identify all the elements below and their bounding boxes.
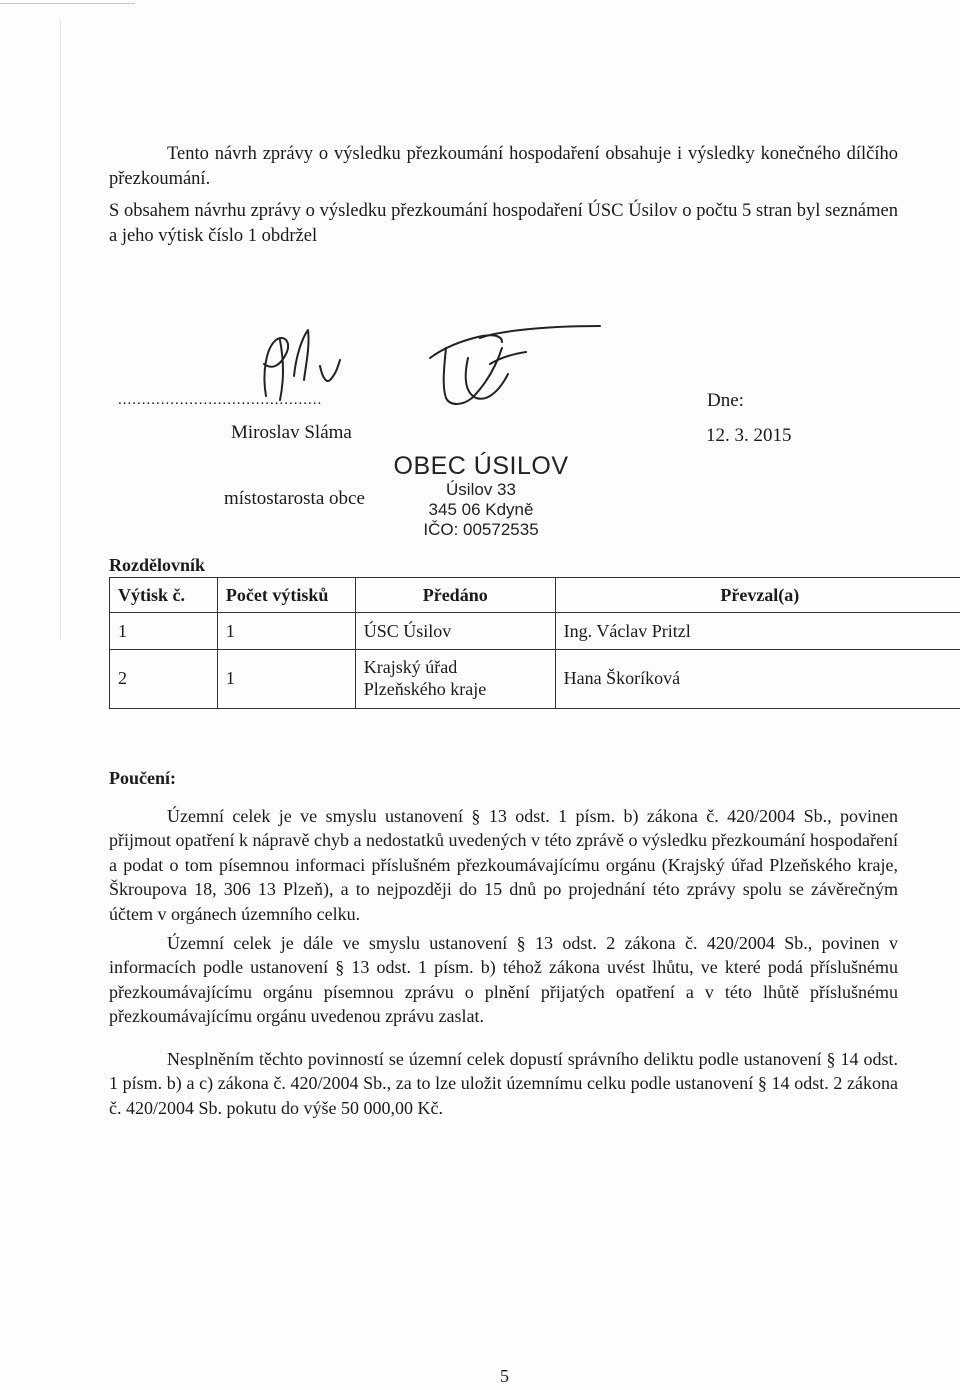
date-label: Dne: [707, 390, 744, 411]
notice-paragraph-3: Nesplněním těchto povinností se územní celek dopustí správního deliktu podle ustanovení § 14 odst. 1 písm. b) a c) zákona č. 420/2004 Sb., za to lze uložit územnímu celku podle ustanovení § 14 odst. 2 zákona č. 420/2004 Sb. pokutu do výše 50 000,00 Kč. [109, 1049, 898, 1118]
signature-dotted-line: ........................................... [118, 392, 323, 408]
municipal-stamp [392, 452, 570, 540]
notice-title: Poučení: [109, 768, 176, 788]
intro-paragraph-1: Tento návrh zprávy o výsledku přezkoumání hospodaření obsahuje i výsledky konečného dílčího přezkoumání. [109, 144, 898, 190]
cell-received-by: Hana Škoríková [555, 650, 960, 709]
intro-paragraph-2: S obsahem návrhu zprávy o výsledku přezkoumání hospodaření ÚSC Úsilov o počtu 5 stran byl seznámen a jeho výtisk číslo 1 obdržel [109, 201, 898, 247]
cell-handed-to: Krajský úřad Plzeňského kraje [355, 650, 555, 709]
notice-paragraph-1: Územní celek je ve smyslu ustanovení § 13 odst. 1 písm. b) zákona č. 420/2004 Sb., povinen přijmout opatření k nápravě chyb a nedostatků uvedených v této zprávě o výsledku přezkoumání hospodaření a podat o tom písemnou informaci příslušném přezkoumávajícímu orgánu (Krajský úřad Plzeňského kraje, Škroupova 18, 306 13 Plzeň), a to nejpozději do 15 dnů po projednání této zprávy spolu se závěrečným účtem v orgánech územního celku. [109, 806, 898, 924]
cell-copy-number: 1 [110, 613, 218, 650]
stamp-address: Úsilov 33 [446, 480, 516, 499]
cell-copy-count: 1 [217, 613, 355, 650]
cell-copy-count: 1 [217, 650, 355, 709]
header-copy-number: Výtisk č. [110, 578, 218, 613]
date-value: 12. 3. 2015 [706, 425, 792, 446]
stamp-postal: 345 06 Kdyně [428, 500, 534, 519]
header-copy-count: Počet výtisků [217, 578, 355, 613]
scan-artifact-left-edge [60, 20, 61, 640]
stamp-ico: IČO: 00572535 [423, 520, 539, 539]
page-number: 5 [500, 1366, 509, 1386]
table-row [110, 650, 960, 709]
cell-handed-to: ÚSC Úsilov [355, 613, 555, 650]
signatory-name: Miroslav Sláma [231, 422, 352, 443]
table-row [110, 613, 960, 650]
scan-artifact-top [0, 3, 135, 4]
distribution-table [109, 577, 960, 709]
signatory-role: místostarosta obce [224, 488, 365, 509]
table-header-row [110, 578, 960, 613]
notice-paragraph-2: Územní celek je dále ve smyslu ustanovení § 13 odst. 2 zákona č. 420/2004 Sb., povinen v informacích podle ustanovení § 13 odst. 1 písm. b) téhož zákona uvést lhůtu, ve které podá příslušnému přezkoumávajícímu orgánu písemnou zprávu o plnění přijatých opatření a v této lhůtě příslušnému přezkoumávajícímu orgánu uvedenou zprávu zaslat. [109, 933, 898, 1027]
distribution-title: Rozdělovník [109, 555, 206, 575]
header-received-by: Převzal(a) [555, 578, 960, 613]
header-handed-to: Předáno [355, 578, 555, 613]
cell-copy-number: 2 [110, 650, 218, 709]
stamp-title: OBEC ÚSILOV [393, 452, 569, 480]
cell-received-by: Ing. Václav Pritzl [555, 613, 960, 650]
